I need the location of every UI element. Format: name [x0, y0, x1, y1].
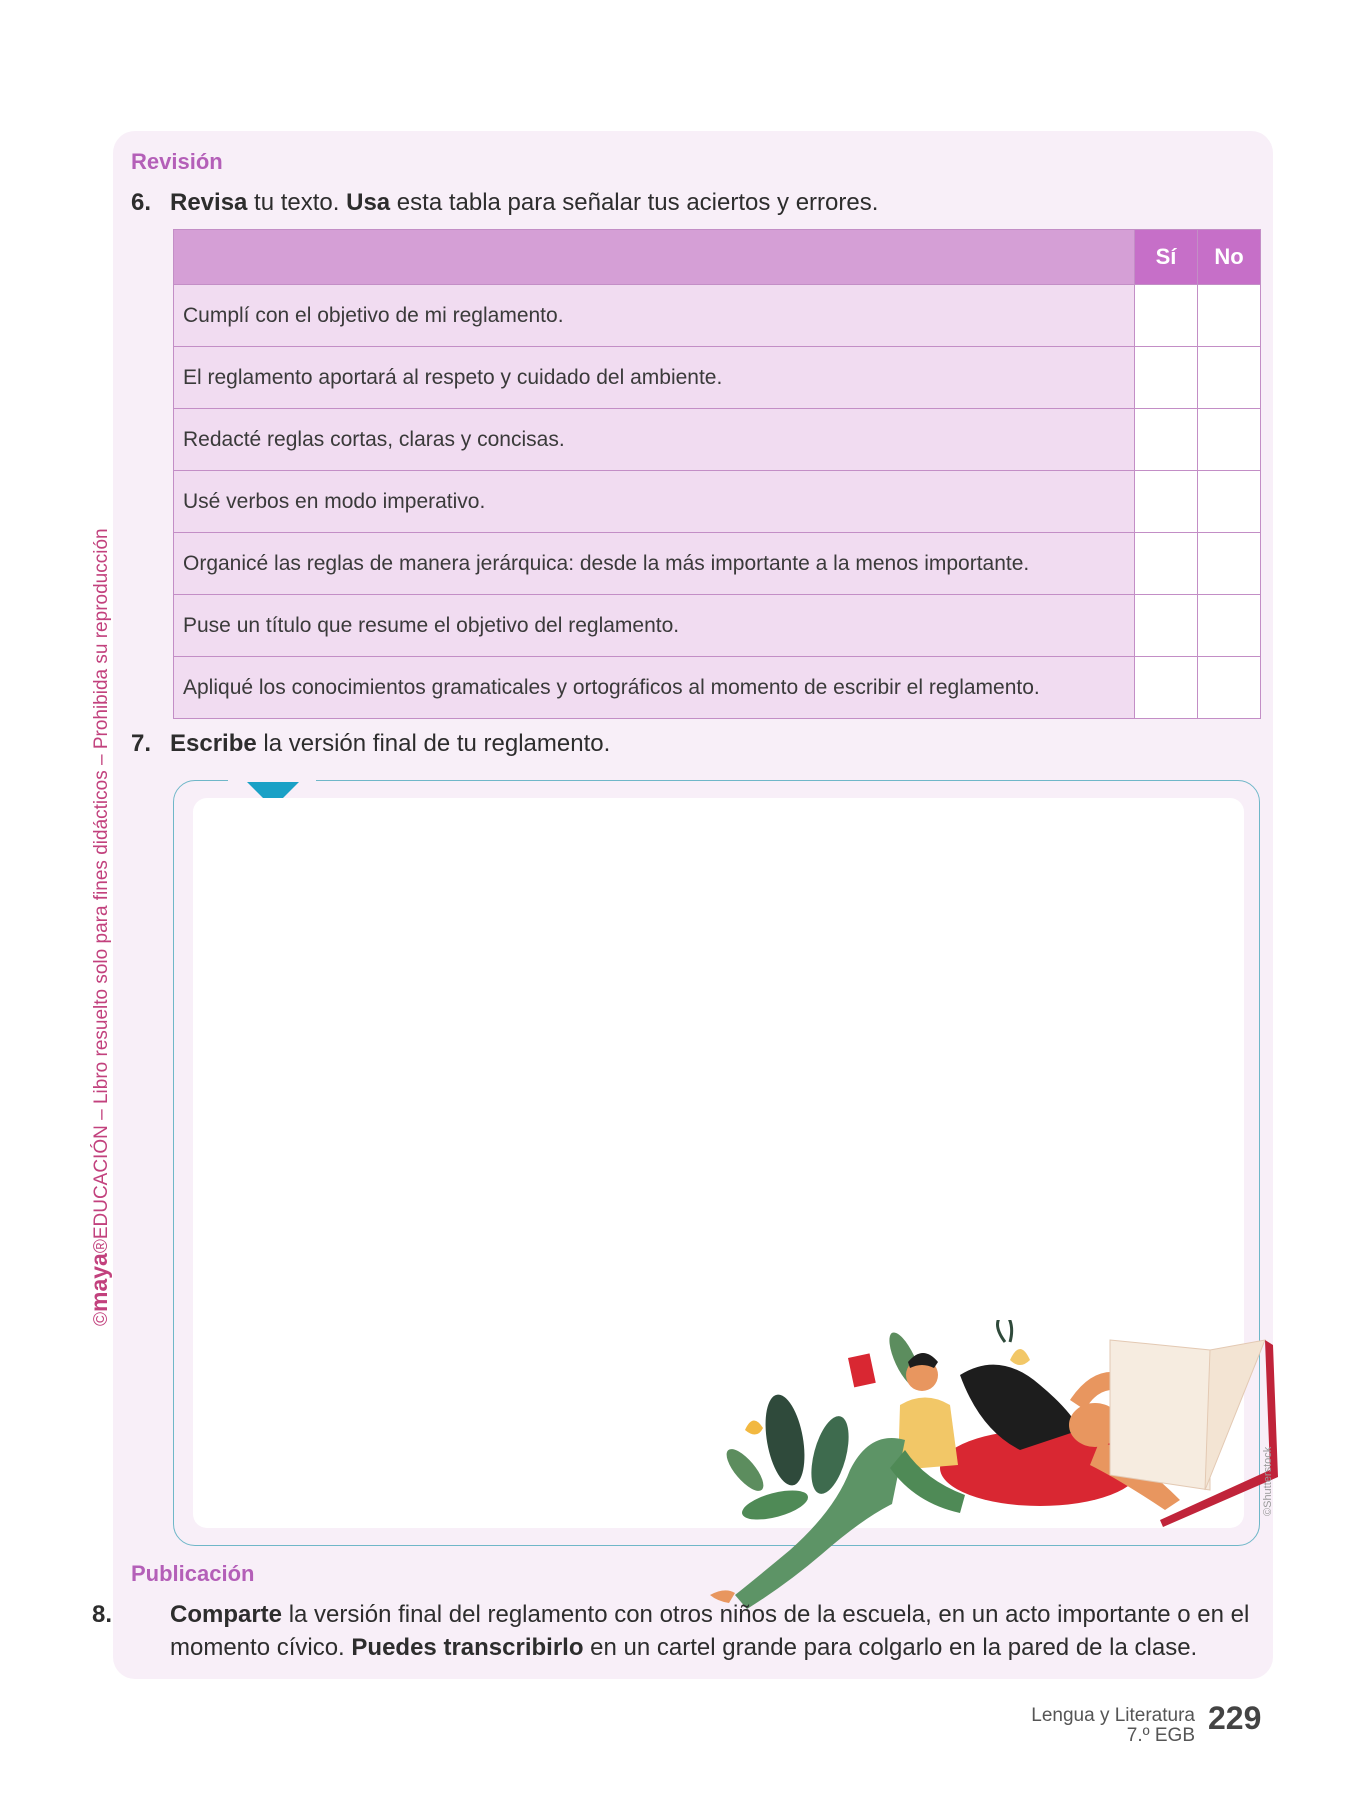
- no-column-header: No: [1198, 230, 1261, 285]
- instruction-verb: Comparte: [170, 1601, 283, 1628]
- instruction-verb: Escribe: [170, 730, 257, 757]
- no-checkbox-cell[interactable]: [1198, 347, 1261, 409]
- table-row: [174, 533, 1261, 595]
- no-checkbox-cell[interactable]: [1198, 657, 1261, 719]
- exercise-8-instruction: [92, 1598, 1261, 1664]
- footer-grade: 7.º EGB: [1126, 1725, 1195, 1746]
- publication-heading: Publicación: [131, 1561, 255, 1586]
- table-row: [174, 285, 1261, 347]
- instruction-text: en un cartel grande para colgarlo en la pared de la clase.: [583, 1634, 1198, 1661]
- no-checkbox-cell[interactable]: [1198, 595, 1261, 657]
- registered-symbol: ®: [91, 1239, 112, 1254]
- no-checkbox-cell[interactable]: [1198, 471, 1261, 533]
- table-row: [174, 657, 1261, 719]
- footer-subject-block: [1031, 1706, 1195, 1746]
- yes-checkbox-cell[interactable]: [1135, 409, 1198, 471]
- table-row: [174, 347, 1261, 409]
- instruction-verb: Puedes transcribirlo: [351, 1634, 584, 1661]
- table-row: [174, 409, 1261, 471]
- criterion-text: El reglamento aportará al respeto y cuidado del ambiente.: [174, 347, 1135, 409]
- criterion-text: Apliqué los conocimientos gramaticales y ortográficos al momento de escribir el reglamento.: [174, 657, 1135, 719]
- criteria-header: [174, 230, 1135, 285]
- no-checkbox-cell[interactable]: [1198, 533, 1261, 595]
- exercise-number: 7.: [131, 730, 152, 757]
- side-note-text: EDUCACIÓN – Libro resuelto solo para fines didácticos – Prohibida su reproducción: [91, 528, 112, 1240]
- exercise-7-instruction: [131, 727, 610, 760]
- table-row: [174, 595, 1261, 657]
- criterion-text: Usé verbos en modo imperativo.: [174, 471, 1135, 533]
- exercise-number: 8.: [92, 1601, 113, 1628]
- yes-checkbox-cell[interactable]: [1135, 533, 1198, 595]
- revision-checklist-table: [173, 229, 1261, 719]
- page-number: 229: [1208, 1700, 1262, 1736]
- instruction-verb: Usa: [346, 189, 391, 216]
- instruction-text: la versión final del reglamento con otros niños de la escuela, en un acto importante o en el momento cívico.: [170, 1601, 1250, 1661]
- image-credit: ©Shutterstock: [1262, 1446, 1274, 1516]
- yes-checkbox-cell[interactable]: [1135, 657, 1198, 719]
- copyright-symbol: ©: [91, 1312, 112, 1326]
- footer-subject: Lengua y Literatura: [1031, 1705, 1195, 1726]
- instruction-verb: Revisa: [170, 189, 248, 216]
- exercise-number: 6.: [131, 189, 152, 216]
- yes-checkbox-cell[interactable]: [1135, 347, 1198, 409]
- table-row: [174, 471, 1261, 533]
- criterion-text: Organicé las reglas de manera jerárquica: desde la más importante a la menos importante.: [174, 533, 1135, 595]
- yes-checkbox-cell[interactable]: [1135, 471, 1198, 533]
- instruction-text: la versión final de tu reglamento.: [256, 730, 611, 757]
- criterion-text: Cumplí con el objetivo de mi reglamento.: [174, 285, 1135, 347]
- yes-checkbox-cell[interactable]: [1135, 595, 1198, 657]
- yes-checkbox-cell[interactable]: [1135, 285, 1198, 347]
- instruction-text: tu texto.: [247, 189, 347, 216]
- reading-people-illustration: [690, 1320, 1280, 1610]
- table-header-row: [174, 230, 1261, 285]
- criterion-text: Redacté reglas cortas, claras y concisas.: [174, 409, 1135, 471]
- publisher-brand: maya: [86, 1253, 112, 1312]
- exercise-6-instruction: [131, 186, 878, 219]
- revision-heading: Revisión: [131, 149, 223, 174]
- side-copyright-note: [86, 528, 113, 1326]
- instruction-text: esta tabla para señalar tus aciertos y errores.: [390, 189, 879, 216]
- criterion-text: Puse un título que resume el objetivo del reglamento.: [174, 595, 1135, 657]
- no-checkbox-cell[interactable]: [1198, 285, 1261, 347]
- yes-column-header: Sí: [1135, 230, 1198, 285]
- no-checkbox-cell[interactable]: [1198, 409, 1261, 471]
